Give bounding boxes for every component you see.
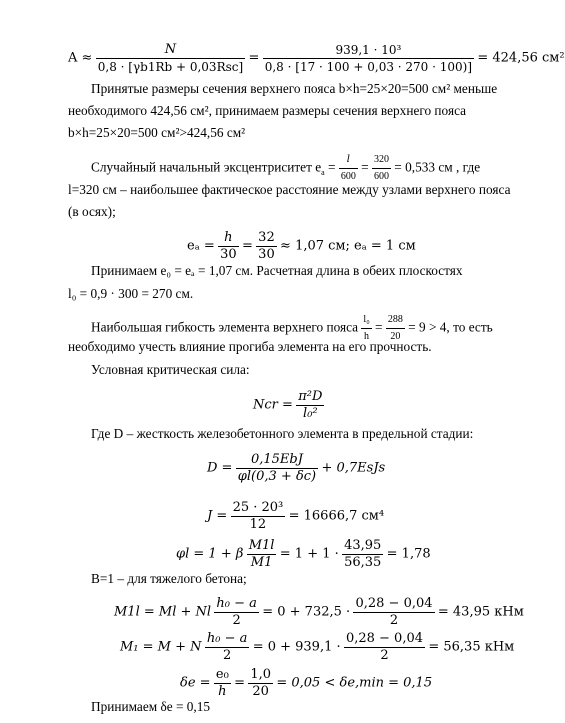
para4-f1-den: h [361,328,371,345]
eq-m1-f1-num: h₀ − a [206,631,248,646]
eq-phi-lhs: φl = 1 + β [176,546,244,562]
eq-m1l-f1-num: h₀ − a [216,596,257,611]
eq-d-fraction [236,452,318,485]
para1-line3: b×h=25×20=500 см²>424,56 см² [68,125,246,140]
eq-phi-result: = 1,78 [386,546,431,562]
eq-m1-f2-den: 2 [344,647,425,664]
para4-f1-num: l₀ [363,314,370,325]
eq-delta-f1-den: h [214,683,231,700]
eq-ncr-num: π²D [298,389,323,404]
eq-ea-fraction-1 [218,230,239,263]
para2-text1: Случайный начальный эксцентриситет e [91,159,322,175]
eq-ea-lhs: eₐ = [187,238,215,254]
eq-j-den: 12 [231,516,286,533]
eq-m1l-result: = 43,95 кНм [437,604,524,620]
para4-text1: Наибольшая гибкость элемента верхнего пояса [91,319,359,335]
equation-ncr [253,389,324,422]
para2-line1 [91,152,480,185]
eq-area-result: = 424,56 см² [477,50,565,66]
eq-delta-result: = 0,05 < δe,min = 0,15 [276,675,433,691]
eq-ncr-lhs: Ncr = [253,397,293,413]
eq-ea-result: ≈ 1,07 см; eₐ = 1 см [280,238,416,254]
para2-sub-a: a [321,168,325,178]
eq-m1l-lhs: M1l = Ml + Nl [114,604,212,620]
eq-phi-mid: = 1 + 1 · [279,546,339,562]
para2-result: = 0,533 см , где [390,159,481,175]
equation-area [68,42,565,75]
para4-f2-num: 288 [387,314,403,325]
eq-delta-fraction-1 [214,667,231,700]
eq-ea-eq: = [241,238,253,254]
eq-m1-fraction-1 [205,631,250,664]
para1-line1: Принятые размеры сечения верхнего пояса b×h=25×20=500 см² меньше [91,81,498,96]
eq-m1l-f2-den: 2 [353,612,434,629]
para5-text: Условная критическая сила: [91,362,250,377]
eq-m1l-mid: = 0 + 732,5 · [262,604,351,620]
para4-f2-den: 20 [386,328,405,345]
eq-area-f1-num: N [164,42,177,57]
equation-delta [180,667,432,700]
eq-j-num: 25 · 20³ [232,500,284,515]
eq-d-lhs: D = [207,460,233,476]
para4-eq: = [371,319,386,335]
eq-m1-fraction-2 [344,631,425,664]
para2-fraction-1 [339,152,358,185]
equation-m1l [114,596,524,629]
eq-area-fraction-1 [96,42,245,75]
para2-f2-den: 600 [372,168,391,185]
eq-delta-f1-num: e₀ [215,667,229,682]
eq-area-lhs: A ≈ [68,50,93,66]
para8-text: Принимаем δe = 0,15 [91,699,211,714]
eq-ea-f1-den: 30 [220,247,237,262]
eq-phi-f2-num: 43,95 [344,538,382,553]
eq-phi-f1-den: M1 [247,554,277,571]
para4-result: = 9 > 4, то есть [404,319,493,335]
eq-phi-f2-den: 56,35 [344,555,382,570]
eq-phi-f1-num: M1l [248,538,275,553]
eq-ea-fraction-2 [256,230,277,263]
eq-m1-f2-num: 0,28 − 0,04 [345,631,424,646]
para6-text: Где D – жесткость железобетонного элемента в предельной стадии: [91,426,474,441]
eq-delta-eq: = [234,675,246,691]
eq-j-fraction [231,500,286,533]
eq-ncr-fraction [296,389,324,422]
para2-eq2: = [357,159,372,175]
eq-d-den: φl(0,3 + δc) [237,469,317,484]
equation-d [207,452,385,485]
equation-j [207,500,384,533]
para2-f1-den: 600 [339,168,358,185]
eq-delta-f2-num: 1,0 [250,667,272,682]
eq-ea-f2-num: 32 [258,230,275,245]
eq-m1l-fraction-1 [214,596,259,629]
para1-line2: необходимого 424,56 см², принимаем размеры сечения верхнего пояса [68,103,467,118]
para2-f2-num: 320 [373,154,389,165]
eq-area-f2-num: 939,1 · 10³ [335,43,402,57]
eq-j-result: = 16666,7 см⁴ [288,508,385,524]
para2-line2: l=320 см – наибольшее фактическое расстояние между узлами верхнего пояса [68,182,511,197]
eq-ea-f1-num: h [224,230,233,245]
equation-phi [176,538,431,571]
equation-m1 [120,631,514,664]
eq-d-rest: + 0,7EsJs [321,460,386,476]
equation-ea [187,230,416,263]
para4-line2: необходимо учесть влияние прогиба элемента на его прочность. [68,339,432,354]
eq-m1-result: = 56,35 кНм [428,639,515,655]
para2-line3: (в осях); [68,204,116,219]
para7-text: В=1 – для тяжелого бетона; [91,571,247,586]
eq-phi-fraction-1 [247,538,277,571]
para2-f1-num: l [346,154,350,165]
eq-m1-lhs: M₁ = M + N [120,639,202,655]
eq-area-eq: = [248,50,260,66]
eq-ea-f2-den: 30 [258,247,275,262]
eq-m1l-fraction-2 [353,596,434,629]
eq-area-f2-den: 0,8 · [17 · 100 + 0,03 · 270 · 100)] [264,60,473,74]
eq-j-lhs: J = [207,508,228,524]
eq-delta-fraction-2 [248,667,273,700]
para2-fraction-2 [372,152,391,185]
para3-line2: l₀ = 0,9 · 300 = 270 см. [68,286,194,301]
eq-m1-f1-den: 2 [205,647,250,664]
eq-delta-lhs: δe = [180,675,211,691]
eq-ncr-den: l₀² [296,405,324,422]
eq-d-num: 0,15EbJ [250,452,303,467]
para3-line1: Принимаем e₀ = eₐ = 1,07 см. Расчетная длина в обеих плоскостях [91,263,463,278]
eq-delta-f2-den: 20 [248,683,273,700]
eq-m1l-f2-num: 0,28 − 0,04 [355,596,433,611]
eq-phi-fraction-2 [342,538,383,571]
para2-eq1: = [324,159,339,175]
eq-m1-mid: = 0 + 939,1 · [252,639,341,655]
eq-area-fraction-2 [263,42,474,75]
eq-area-f1-den: 0,8 · [γb1Rb + 0,03Rsc] [97,60,244,74]
eq-m1l-f1-den: 2 [214,612,259,629]
